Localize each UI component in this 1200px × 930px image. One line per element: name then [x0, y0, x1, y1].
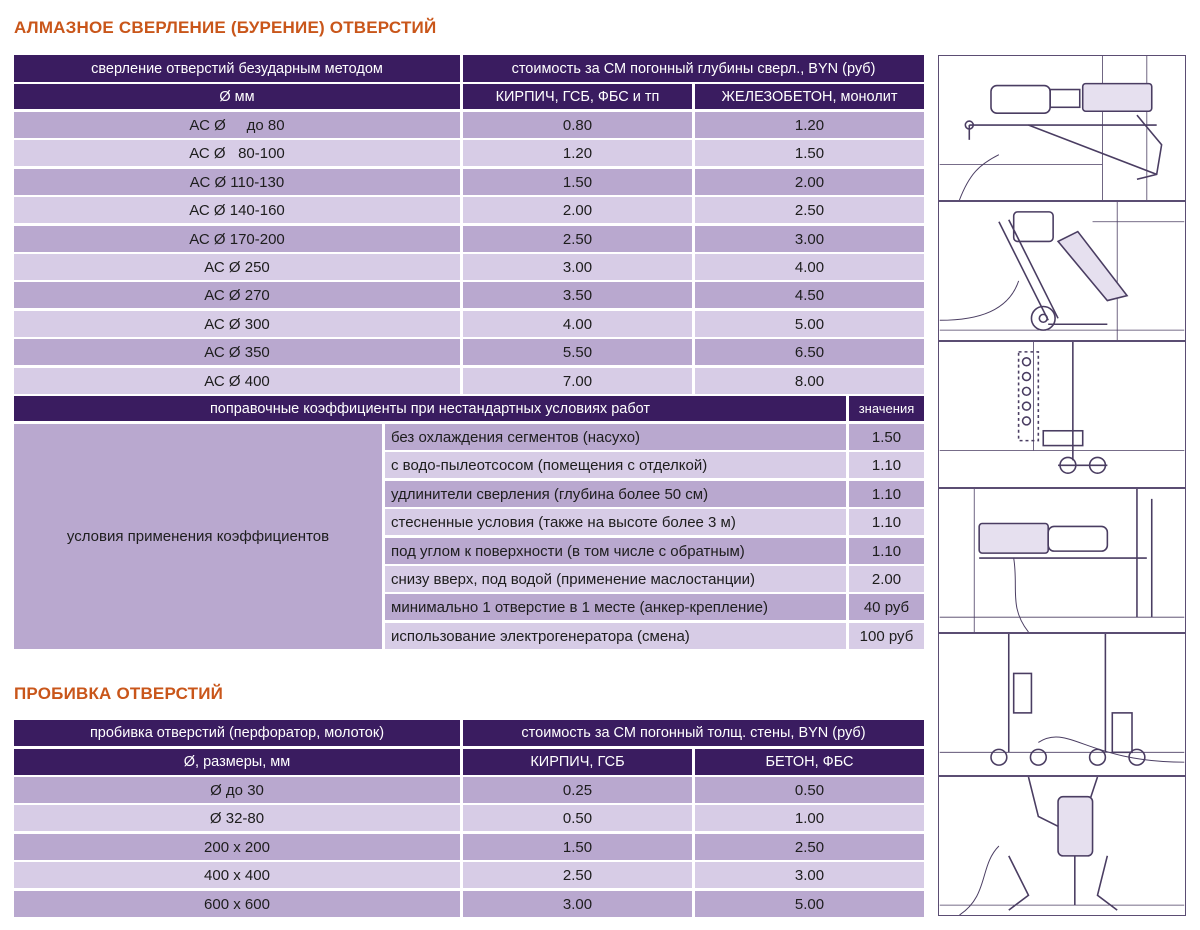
- coefficient-value: 1.10: [849, 538, 924, 564]
- section-title-diamond-drilling: АЛМАЗНОЕ СВЕРЛЕНИЕ (БУРЕНИЕ) ОТВЕРСТИЙ: [14, 18, 437, 37]
- table-cell-size: АС Ø 300: [14, 311, 460, 337]
- section-title-punching: ПРОБИВКА ОТВЕРСТИЙ: [14, 684, 224, 703]
- table-cell-size: 600 х 600: [14, 891, 460, 917]
- coefficient-condition: использование электрогенератора (смена): [385, 623, 846, 649]
- table-cell-concrete: 6.50: [695, 339, 924, 365]
- table-cell-concrete: 0.50: [695, 777, 924, 803]
- table-cell-concrete: 2.00: [695, 169, 924, 195]
- table-cell-brick: 1.50: [463, 834, 692, 860]
- drill-rig-horizontal-icon: [938, 55, 1186, 201]
- worker-jackhammer-icon: [938, 776, 1186, 916]
- table-cell-size: АС Ø 400: [14, 368, 460, 394]
- table-cell-concrete: 5.00: [695, 311, 924, 337]
- coefficient-value: 100 руб: [849, 623, 924, 649]
- coefficient-condition: снизу вверх, под водой (применение маслостанции): [385, 566, 846, 592]
- table-cell-concrete: 2.50: [695, 834, 924, 860]
- table-cell-concrete: 3.00: [695, 226, 924, 252]
- table-cell-size: АС Ø 110-130: [14, 169, 460, 195]
- table-cell-concrete: 8.00: [695, 368, 924, 394]
- header-method: сверление отверстий безударным методом: [14, 55, 460, 82]
- drill-rig-wheeled-icon: [938, 201, 1186, 341]
- table-cell-brick: 1.50: [463, 169, 692, 195]
- table-cell-brick: 4.00: [463, 311, 692, 337]
- table-cell-brick: 3.50: [463, 282, 692, 308]
- coefficient-condition: минимально 1 отверстие в 1 месте (анкер-крепление): [385, 594, 846, 620]
- table-cell-brick: 2.00: [463, 197, 692, 223]
- table-cell-concrete: 4.50: [695, 282, 924, 308]
- table-cell-size: АС Ø 350: [14, 339, 460, 365]
- table-cell-concrete: 3.00: [695, 862, 924, 888]
- header-brick-2: КИРПИЧ, ГСБ: [463, 749, 692, 775]
- table-cell-concrete: 5.00: [695, 891, 924, 917]
- table-cell-brick: 2.50: [463, 862, 692, 888]
- coefficient-condition: без охлаждения сегментов (насухо): [385, 424, 846, 450]
- header-diameter: Ø мм: [14, 84, 460, 109]
- header-cost-2: стоимость за СМ погонный толщ. стены, BYN (руб): [463, 720, 924, 746]
- coefficient-value: 1.10: [849, 481, 924, 507]
- coefficient-condition: удлинители сверления (глубина более 50 см): [385, 481, 846, 507]
- table-cell-size: 400 х 400: [14, 862, 460, 888]
- coefficient-value: 40 руб: [849, 594, 924, 620]
- table-cell-brick: 0.50: [463, 805, 692, 831]
- table-cell-size: АС Ø 140-160: [14, 197, 460, 223]
- coefficient-value: 2.00: [849, 566, 924, 592]
- coefficients-label: условия применения коэффициентов: [14, 424, 382, 649]
- table-cell-concrete: 1.50: [695, 140, 924, 166]
- table-cell-size: Ø до 30: [14, 777, 460, 803]
- coefficient-value: 1.50: [849, 424, 924, 450]
- table-cell-size: АС Ø 270: [14, 282, 460, 308]
- coefficient-condition: под углом к поверхности (в том числе с обратным): [385, 538, 846, 564]
- header-concrete: ЖЕЛЕЗОБЕТОН, монолит: [695, 84, 924, 109]
- table-cell-brick: 7.00: [463, 368, 692, 394]
- table-cell-brick: 3.00: [463, 891, 692, 917]
- coefficient-value: 1.10: [849, 452, 924, 478]
- drill-rig-wall-mounted-icon: [938, 488, 1186, 633]
- header-cost: стоимость за СМ погонный глубины сверл., BYN (руб): [463, 55, 924, 82]
- header-method-2: пробивка отверстий (перфоратор, молоток): [14, 720, 460, 746]
- header-brick: КИРПИЧ, ГСБ, ФБС и тп: [463, 84, 692, 109]
- table-cell-brick: 0.25: [463, 777, 692, 803]
- table-cell-size: Ø 32-80: [14, 805, 460, 831]
- table-cell-concrete: 1.20: [695, 112, 924, 138]
- table-cell-concrete: 1.00: [695, 805, 924, 831]
- header-concrete-2: БЕТОН, ФБС: [695, 749, 924, 775]
- table-cell-size: АС Ø до 80: [14, 112, 460, 138]
- table-cell-brick: 5.50: [463, 339, 692, 365]
- drill-rig-pair-icon: [938, 633, 1186, 776]
- table-cell-concrete: 4.00: [695, 254, 924, 280]
- table-cell-size: 200 х 200: [14, 834, 460, 860]
- table-cell-brick: 3.00: [463, 254, 692, 280]
- table-cell-size: АС Ø 80-100: [14, 140, 460, 166]
- table-cell-concrete: 2.50: [695, 197, 924, 223]
- table-cell-brick: 2.50: [463, 226, 692, 252]
- drill-rig-vertical-icon: [938, 341, 1186, 488]
- table-cell-size: АС Ø 250: [14, 254, 460, 280]
- header-size-2: Ø, размеры, мм: [14, 749, 460, 775]
- table-cell-brick: 0.80: [463, 112, 692, 138]
- coefficient-value: 1.10: [849, 509, 924, 535]
- table-cell-size: АС Ø 170-200: [14, 226, 460, 252]
- coefficient-condition: с водо-пылеотсосом (помещения с отделкой): [385, 452, 846, 478]
- coefficients-header-value: значения: [849, 396, 924, 421]
- table-cell-brick: 1.20: [463, 140, 692, 166]
- coefficient-condition: стесненные условия (также на высоте более 3 м): [385, 509, 846, 535]
- coefficients-header: поправочные коэффициенты при нестандартных условиях работ: [14, 396, 846, 421]
